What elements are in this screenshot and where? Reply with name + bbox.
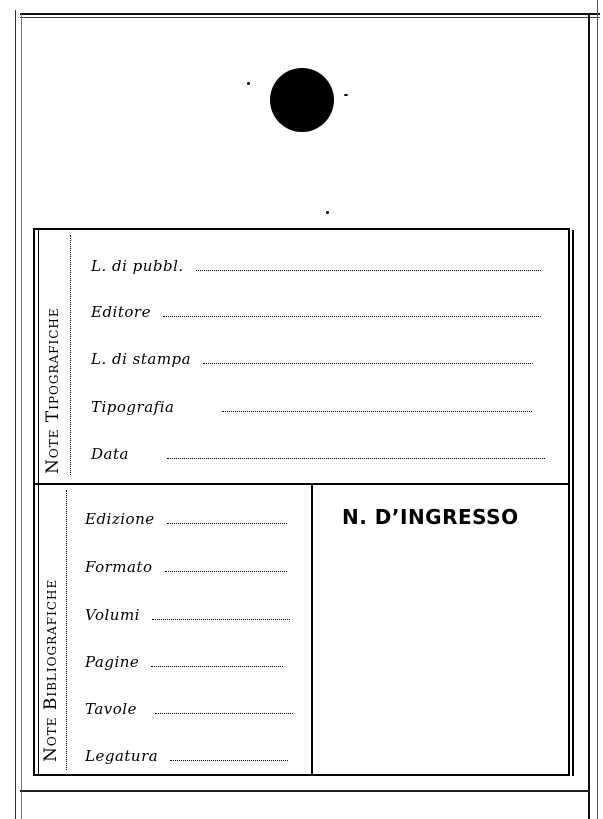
field-label: Data bbox=[91, 445, 129, 463]
field-luogo-stampa bbox=[91, 350, 533, 368]
card-left-edge bbox=[15, 10, 16, 819]
card-left-edge-inner bbox=[21, 14, 22, 819]
field-pagine bbox=[85, 653, 283, 671]
fill-line[interactable] bbox=[152, 618, 290, 620]
speck bbox=[344, 94, 348, 96]
card-right-edge bbox=[588, 14, 590, 819]
card-top-edge bbox=[20, 13, 600, 15]
fill-line[interactable] bbox=[165, 570, 287, 572]
speck bbox=[247, 82, 250, 85]
ingresso-label: N. D’INGRESSO bbox=[342, 505, 519, 529]
field-formato bbox=[85, 558, 287, 576]
field-label: Edizione bbox=[85, 510, 155, 528]
card-right-edge-outer bbox=[597, 0, 598, 819]
fill-line[interactable] bbox=[167, 522, 287, 524]
fill-line[interactable] bbox=[170, 759, 288, 761]
ingresso-divider bbox=[311, 485, 313, 774]
field-label: Pagine bbox=[85, 653, 140, 671]
field-tipografia bbox=[91, 398, 532, 416]
card-bottom-edge bbox=[20, 790, 590, 792]
fill-line[interactable] bbox=[151, 665, 283, 667]
fill-line[interactable] bbox=[196, 269, 541, 271]
field-edizione bbox=[85, 510, 287, 528]
heading-separator bbox=[70, 235, 71, 475]
fill-line[interactable] bbox=[203, 362, 533, 364]
field-label: Volumi bbox=[85, 606, 140, 624]
field-label: Editore bbox=[91, 303, 151, 321]
field-volumi bbox=[85, 606, 290, 624]
note-bibliografiche-heading: Note Bibliografiche bbox=[41, 578, 61, 762]
note-tipografiche-heading: Note Tipografiche bbox=[43, 307, 63, 474]
field-label: Legatura bbox=[85, 747, 159, 765]
heading-separator bbox=[66, 490, 67, 770]
field-label: Tavole bbox=[85, 700, 137, 718]
field-tavole bbox=[85, 700, 293, 718]
field-legatura bbox=[85, 747, 288, 765]
punch-hole bbox=[270, 68, 334, 132]
field-luogo-pubblicazione bbox=[91, 257, 541, 275]
field-label: Formato bbox=[85, 558, 153, 576]
fill-line[interactable] bbox=[163, 315, 541, 317]
field-label: Tipografia bbox=[91, 398, 175, 416]
form-left-rule bbox=[38, 228, 39, 776]
fill-line[interactable] bbox=[155, 712, 293, 714]
field-editore bbox=[91, 303, 541, 321]
section-divider bbox=[35, 483, 570, 485]
fill-line[interactable] bbox=[167, 457, 545, 459]
speck bbox=[326, 211, 329, 214]
field-data bbox=[91, 445, 545, 463]
field-label: L. di stampa bbox=[91, 350, 192, 368]
fill-line[interactable] bbox=[222, 410, 532, 412]
card-top-edge-inner bbox=[20, 17, 600, 18]
form-right-rule bbox=[572, 230, 574, 776]
field-label: L. di pubbl. bbox=[91, 257, 184, 275]
